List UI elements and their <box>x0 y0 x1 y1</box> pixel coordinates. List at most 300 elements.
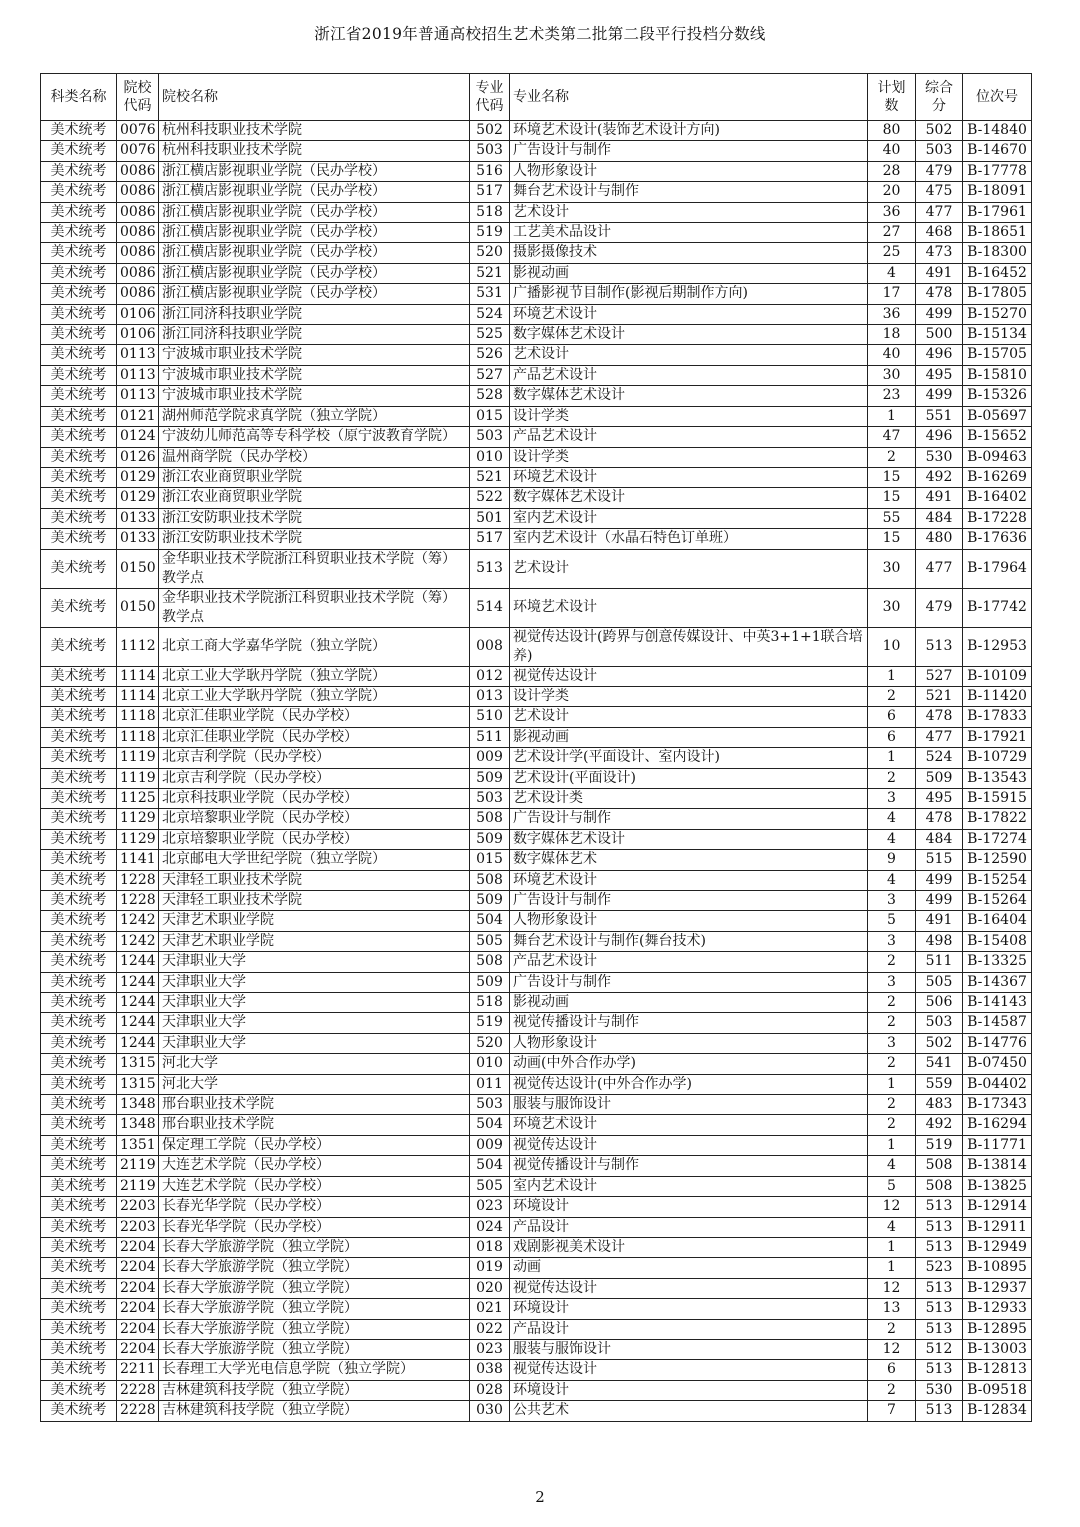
cell-plan-count: 30 <box>868 365 916 385</box>
table-row <box>41 1278 1032 1298</box>
cell-major-code: 009 <box>470 1135 510 1155</box>
table-row <box>41 1033 1032 1053</box>
cell-major-code: 517 <box>470 529 510 549</box>
cell-major-name: 视觉传达设计(跨界与创意传媒设计、中英3+1+1联合培养) <box>510 627 868 666</box>
table-row <box>41 1237 1032 1257</box>
cell-total-score: 495 <box>916 365 963 385</box>
cell-school-code: 1315 <box>117 1054 159 1074</box>
cell-plan-count: 4 <box>868 1156 916 1176</box>
cell-school-code: 0086 <box>117 243 159 263</box>
cell-school-name: 浙江横店影视职业学院（民办学校） <box>159 182 470 202</box>
cell-plan-count: 36 <box>868 304 916 324</box>
table-row <box>41 386 1032 406</box>
table-row <box>41 952 1032 972</box>
cell-total-score: 478 <box>916 284 963 304</box>
cell-school-name: 天津职业大学 <box>159 1033 470 1053</box>
cell-rank-number: B-14587 <box>963 1013 1032 1033</box>
table-row <box>41 686 1032 706</box>
cell-plan-count: 30 <box>868 588 916 627</box>
cell-category: 美术统考 <box>41 121 117 141</box>
cell-category: 美术统考 <box>41 263 117 283</box>
cell-major-name: 艺术设计 <box>510 202 868 222</box>
cell-total-score: 499 <box>916 870 963 890</box>
cell-rank-number: B-15254 <box>963 870 1032 890</box>
cell-plan-count: 2 <box>868 1319 916 1339</box>
cell-school-code: 1244 <box>117 972 159 992</box>
table-row <box>41 223 1032 243</box>
cell-category: 美术统考 <box>41 406 117 426</box>
cell-total-score: 468 <box>916 223 963 243</box>
cell-school-code: 0129 <box>117 488 159 508</box>
cell-category: 美术统考 <box>41 1319 117 1339</box>
table-row <box>41 141 1032 161</box>
cell-school-name: 天津艺术职业学院 <box>159 911 470 931</box>
cell-major-name: 视觉传达设计 <box>510 1278 868 1298</box>
table-row <box>41 467 1032 487</box>
cell-school-code: 0150 <box>117 588 159 627</box>
cell-major-name: 数字媒体艺术设计 <box>510 386 868 406</box>
cell-school-code: 1125 <box>117 788 159 808</box>
cell-plan-count: 3 <box>868 891 916 911</box>
cell-rank-number: B-18651 <box>963 223 1032 243</box>
cell-major-code: 513 <box>470 549 510 588</box>
cell-major-name: 广告设计与制作 <box>510 809 868 829</box>
cell-major-name: 视觉传达设计 <box>510 1360 868 1380</box>
cell-major-name: 动画(中外合作办学) <box>510 1054 868 1074</box>
cell-school-code: 1129 <box>117 829 159 849</box>
cell-school-name: 浙江农业商贸职业学院 <box>159 467 470 487</box>
cell-major-code: 038 <box>470 1360 510 1380</box>
cell-plan-count: 27 <box>868 223 916 243</box>
cell-school-name: 大连艺术学院（民办学校） <box>159 1176 470 1196</box>
header-major-code: 专业代码 <box>470 74 510 121</box>
cell-major-name: 摄影摄像技术 <box>510 243 868 263</box>
cell-total-score: 513 <box>916 1237 963 1257</box>
cell-total-score: 527 <box>916 666 963 686</box>
cell-rank-number: B-14840 <box>963 121 1032 141</box>
cell-rank-number: B-16452 <box>963 263 1032 283</box>
cell-school-code: 0086 <box>117 202 159 222</box>
cell-major-code: 518 <box>470 202 510 222</box>
cell-rank-number: B-14670 <box>963 141 1032 161</box>
cell-school-code: 1118 <box>117 727 159 747</box>
cell-category: 美术统考 <box>41 768 117 788</box>
cell-school-code: 0129 <box>117 467 159 487</box>
cell-plan-count: 2 <box>868 1380 916 1400</box>
cell-plan-count: 4 <box>868 870 916 890</box>
cell-rank-number: B-15134 <box>963 325 1032 345</box>
cell-category: 美术统考 <box>41 1217 117 1237</box>
cell-rank-number: B-18300 <box>963 243 1032 263</box>
cell-major-name: 环境艺术设计(装饰艺术设计方向) <box>510 121 868 141</box>
cell-school-name: 长春大学旅游学院（独立学院） <box>159 1339 470 1359</box>
cell-rank-number: B-15915 <box>963 788 1032 808</box>
cell-total-score: 491 <box>916 488 963 508</box>
cell-school-name: 长春光华学院（民办学校） <box>159 1217 470 1237</box>
cell-category: 美术统考 <box>41 891 117 911</box>
cell-major-code: 019 <box>470 1258 510 1278</box>
cell-major-code: 521 <box>470 263 510 283</box>
cell-school-code: 0126 <box>117 447 159 467</box>
cell-school-code: 1112 <box>117 627 159 666</box>
cell-school-name: 吉林建筑科技学院（独立学院） <box>159 1380 470 1400</box>
cell-category: 美术统考 <box>41 1176 117 1196</box>
cell-school-name: 杭州科技职业技术学院 <box>159 121 470 141</box>
cell-plan-count: 40 <box>868 345 916 365</box>
table-row <box>41 121 1032 141</box>
cell-school-name: 浙江横店影视职业学院（民办学校） <box>159 161 470 181</box>
cell-rank-number: B-10109 <box>963 666 1032 686</box>
header-category: 科类名称 <box>41 74 117 121</box>
cell-school-name: 天津轻工职业技术学院 <box>159 891 470 911</box>
cell-school-code: 0086 <box>117 284 159 304</box>
table-row <box>41 1095 1032 1115</box>
cell-major-code: 024 <box>470 1217 510 1237</box>
cell-rank-number: B-15810 <box>963 365 1032 385</box>
table-row <box>41 829 1032 849</box>
cell-plan-count: 9 <box>868 850 916 870</box>
cell-category: 美术统考 <box>41 1095 117 1115</box>
cell-school-code: 2204 <box>117 1258 159 1278</box>
cell-total-score: 521 <box>916 686 963 706</box>
cell-rank-number: B-12937 <box>963 1278 1032 1298</box>
cell-rank-number: B-12953 <box>963 627 1032 666</box>
cell-major-name: 数字媒体艺术 <box>510 850 868 870</box>
cell-major-name: 艺术设计 <box>510 707 868 727</box>
cell-major-name: 公共艺术 <box>510 1401 868 1421</box>
cell-major-code: 015 <box>470 850 510 870</box>
cell-school-code: 0106 <box>117 325 159 345</box>
cell-plan-count: 1 <box>868 1135 916 1155</box>
cell-plan-count: 4 <box>868 263 916 283</box>
cell-major-name: 舞台艺术设计与制作(舞台技术) <box>510 931 868 951</box>
table-row <box>41 1360 1032 1380</box>
table-row <box>41 993 1032 1013</box>
admission-score-table <box>40 73 1032 1422</box>
cell-school-code: 1244 <box>117 1013 159 1033</box>
cell-rank-number: B-14367 <box>963 972 1032 992</box>
cell-school-name: 天津艺术职业学院 <box>159 931 470 951</box>
table-row <box>41 1319 1032 1339</box>
cell-total-score: 499 <box>916 891 963 911</box>
table-row <box>41 809 1032 829</box>
cell-school-code: 0086 <box>117 161 159 181</box>
cell-category: 美术统考 <box>41 748 117 768</box>
cell-major-code: 510 <box>470 707 510 727</box>
cell-total-score: 477 <box>916 549 963 588</box>
cell-category: 美术统考 <box>41 304 117 324</box>
cell-rank-number: B-11771 <box>963 1135 1032 1155</box>
cell-category: 美术统考 <box>41 627 117 666</box>
cell-major-name: 动画 <box>510 1258 868 1278</box>
cell-major-name: 服装与服饰设计 <box>510 1095 868 1115</box>
cell-plan-count: 18 <box>868 325 916 345</box>
cell-category: 美术统考 <box>41 549 117 588</box>
cell-category: 美术统考 <box>41 1135 117 1155</box>
cell-school-name: 浙江横店影视职业学院（民办学校） <box>159 284 470 304</box>
cell-rank-number: B-12911 <box>963 1217 1032 1237</box>
cell-category: 美术统考 <box>41 727 117 747</box>
cell-major-code: 015 <box>470 406 510 426</box>
cell-plan-count: 2 <box>868 993 916 1013</box>
cell-major-name: 艺术设计 <box>510 345 868 365</box>
cell-school-code: 1315 <box>117 1074 159 1094</box>
cell-total-score: 484 <box>916 508 963 528</box>
cell-total-score: 505 <box>916 972 963 992</box>
cell-category: 美术统考 <box>41 850 117 870</box>
table-row <box>41 406 1032 426</box>
cell-rank-number: B-16269 <box>963 467 1032 487</box>
cell-category: 美术统考 <box>41 284 117 304</box>
cell-total-score: 479 <box>916 588 963 627</box>
cell-major-code: 505 <box>470 931 510 951</box>
cell-school-code: 1119 <box>117 748 159 768</box>
cell-school-name: 浙江横店影视职业学院（民办学校） <box>159 263 470 283</box>
cell-major-name: 艺术设计类 <box>510 788 868 808</box>
cell-school-code: 0113 <box>117 345 159 365</box>
table-row <box>41 1156 1032 1176</box>
cell-major-code: 531 <box>470 284 510 304</box>
cell-rank-number: B-14776 <box>963 1033 1032 1053</box>
cell-major-code: 508 <box>470 809 510 829</box>
cell-plan-count: 1 <box>868 1258 916 1278</box>
cell-school-name: 邢台职业技术学院 <box>159 1115 470 1135</box>
cell-total-score: 500 <box>916 325 963 345</box>
cell-rank-number: B-15408 <box>963 931 1032 951</box>
cell-major-name: 数字媒体艺术设计 <box>510 325 868 345</box>
cell-major-name: 数字媒体艺术设计 <box>510 829 868 849</box>
cell-total-score: 495 <box>916 788 963 808</box>
cell-major-name: 广告设计与制作 <box>510 972 868 992</box>
cell-rank-number: B-12933 <box>963 1299 1032 1319</box>
cell-major-code: 028 <box>470 1380 510 1400</box>
cell-major-code: 517 <box>470 182 510 202</box>
cell-rank-number: B-15264 <box>963 891 1032 911</box>
cell-plan-count: 23 <box>868 386 916 406</box>
cell-category: 美术统考 <box>41 809 117 829</box>
cell-category: 美术统考 <box>41 1156 117 1176</box>
cell-school-name: 天津轻工职业技术学院 <box>159 870 470 890</box>
cell-total-score: 483 <box>916 1095 963 1115</box>
cell-rank-number: B-17833 <box>963 707 1032 727</box>
cell-major-code: 503 <box>470 427 510 447</box>
cell-rank-number: B-13825 <box>963 1176 1032 1196</box>
cell-category: 美术统考 <box>41 931 117 951</box>
cell-category: 美术统考 <box>41 707 117 727</box>
cell-school-name: 长春大学旅游学院（独立学院） <box>159 1278 470 1298</box>
cell-plan-count: 3 <box>868 788 916 808</box>
cell-rank-number: B-10895 <box>963 1258 1032 1278</box>
table-row <box>41 627 1032 666</box>
cell-major-code: 528 <box>470 386 510 406</box>
cell-major-code: 023 <box>470 1197 510 1217</box>
cell-major-code: 012 <box>470 666 510 686</box>
cell-rank-number: B-15270 <box>963 304 1032 324</box>
cell-plan-count: 17 <box>868 284 916 304</box>
cell-category: 美术统考 <box>41 1197 117 1217</box>
cell-rank-number: B-17778 <box>963 161 1032 181</box>
cell-plan-count: 6 <box>868 727 916 747</box>
cell-school-code: 1242 <box>117 911 159 931</box>
cell-rank-number: B-15326 <box>963 386 1032 406</box>
cell-school-name: 浙江安防职业技术学院 <box>159 508 470 528</box>
cell-plan-count: 1 <box>868 1074 916 1094</box>
header-plan-count: 计划数 <box>868 74 916 121</box>
header-major-name: 专业名称 <box>510 74 868 121</box>
table-header-row <box>41 74 1032 121</box>
cell-total-score: 492 <box>916 467 963 487</box>
cell-rank-number: B-17964 <box>963 549 1032 588</box>
cell-major-code: 504 <box>470 911 510 931</box>
cell-rank-number: B-17636 <box>963 529 1032 549</box>
cell-major-code: 008 <box>470 627 510 666</box>
table-row <box>41 707 1032 727</box>
cell-major-name: 环境艺术设计 <box>510 467 868 487</box>
cell-category: 美术统考 <box>41 427 117 447</box>
cell-school-name: 大连艺术学院（民办学校） <box>159 1156 470 1176</box>
cell-rank-number: B-12813 <box>963 1360 1032 1380</box>
cell-school-name: 浙江横店影视职业学院（民办学校） <box>159 243 470 263</box>
table-row <box>41 1115 1032 1135</box>
cell-category: 美术统考 <box>41 243 117 263</box>
cell-rank-number: B-17822 <box>963 809 1032 829</box>
cell-school-name: 北京汇佳职业学院（民办学校） <box>159 707 470 727</box>
cell-total-score: 499 <box>916 386 963 406</box>
cell-total-score: 491 <box>916 911 963 931</box>
table-row <box>41 345 1032 365</box>
table-row <box>41 727 1032 747</box>
cell-school-name: 浙江同济科技职业学院 <box>159 304 470 324</box>
cell-total-score: 475 <box>916 182 963 202</box>
cell-major-name: 设计学类 <box>510 686 868 706</box>
cell-major-code: 503 <box>470 1095 510 1115</box>
cell-school-code: 1348 <box>117 1095 159 1115</box>
cell-school-code: 0113 <box>117 386 159 406</box>
cell-category: 美术统考 <box>41 161 117 181</box>
cell-total-score: 473 <box>916 243 963 263</box>
cell-school-code: 2204 <box>117 1278 159 1298</box>
cell-total-score: 478 <box>916 707 963 727</box>
cell-total-score: 530 <box>916 1380 963 1400</box>
cell-total-score: 509 <box>916 768 963 788</box>
cell-plan-count: 3 <box>868 1033 916 1053</box>
cell-plan-count: 30 <box>868 549 916 588</box>
cell-school-name: 宁波幼儿师范高等专科学校（原宁波教育学院） <box>159 427 470 447</box>
cell-major-name: 环境艺术设计 <box>510 304 868 324</box>
cell-rank-number: B-17343 <box>963 1095 1032 1115</box>
cell-school-code: 2211 <box>117 1360 159 1380</box>
cell-school-name: 长春大学旅游学院（独立学院） <box>159 1299 470 1319</box>
cell-category: 美术统考 <box>41 1033 117 1053</box>
cell-total-score: 515 <box>916 850 963 870</box>
cell-major-name: 艺术设计学(平面设计、室内设计) <box>510 748 868 768</box>
cell-school-name: 长春光华学院（民办学校） <box>159 1197 470 1217</box>
table-row <box>41 243 1032 263</box>
cell-school-code: 2203 <box>117 1217 159 1237</box>
cell-total-score: 496 <box>916 345 963 365</box>
cell-major-code: 030 <box>470 1401 510 1421</box>
cell-total-score: 477 <box>916 727 963 747</box>
cell-school-name: 北京汇佳职业学院（民办学校） <box>159 727 470 747</box>
cell-major-name: 数字媒体艺术设计 <box>510 488 868 508</box>
cell-major-name: 视觉传播设计与制作 <box>510 1156 868 1176</box>
table-row <box>41 931 1032 951</box>
cell-school-code: 2204 <box>117 1299 159 1319</box>
cell-total-score: 502 <box>916 1033 963 1053</box>
cell-rank-number: B-14143 <box>963 993 1032 1013</box>
cell-major-name: 影视动画 <box>510 727 868 747</box>
cell-school-name: 长春理工大学光电信息学院（独立学院） <box>159 1360 470 1380</box>
cell-rank-number: B-17805 <box>963 284 1032 304</box>
cell-school-code: 2204 <box>117 1319 159 1339</box>
cell-category: 美术统考 <box>41 1401 117 1421</box>
cell-rank-number: B-13814 <box>963 1156 1032 1176</box>
cell-major-code: 521 <box>470 467 510 487</box>
cell-school-name: 天津职业大学 <box>159 1013 470 1033</box>
cell-school-code: 0113 <box>117 365 159 385</box>
cell-category: 美术统考 <box>41 223 117 243</box>
cell-plan-count: 2 <box>868 447 916 467</box>
table-row <box>41 1013 1032 1033</box>
cell-rank-number: B-13325 <box>963 952 1032 972</box>
cell-rank-number: B-16404 <box>963 911 1032 931</box>
cell-major-name: 室内艺术设计 <box>510 508 868 528</box>
cell-major-code: 504 <box>470 1115 510 1135</box>
cell-major-code: 526 <box>470 345 510 365</box>
cell-category: 美术统考 <box>41 1299 117 1319</box>
cell-school-code: 1114 <box>117 666 159 686</box>
cell-plan-count: 2 <box>868 1095 916 1115</box>
cell-school-code: 1242 <box>117 931 159 951</box>
cell-major-name: 环境设计 <box>510 1380 868 1400</box>
table-row <box>41 1339 1032 1359</box>
cell-total-score: 503 <box>916 141 963 161</box>
cell-school-name: 河北大学 <box>159 1054 470 1074</box>
cell-major-code: 509 <box>470 768 510 788</box>
cell-school-name: 浙江横店影视职业学院（民办学校） <box>159 223 470 243</box>
cell-rank-number: B-09463 <box>963 447 1032 467</box>
cell-school-name: 天津职业大学 <box>159 972 470 992</box>
cell-category: 美术统考 <box>41 1054 117 1074</box>
cell-major-code: 021 <box>470 1299 510 1319</box>
cell-rank-number: B-15705 <box>963 345 1032 365</box>
cell-category: 美术统考 <box>41 529 117 549</box>
cell-total-score: 513 <box>916 1360 963 1380</box>
cell-major-name: 产品设计 <box>510 1217 868 1237</box>
cell-total-score: 524 <box>916 748 963 768</box>
cell-plan-count: 4 <box>868 809 916 829</box>
cell-school-name: 北京吉利学院（民办学校） <box>159 768 470 788</box>
cell-major-name: 广告设计与制作 <box>510 141 868 161</box>
cell-rank-number: B-12834 <box>963 1401 1032 1421</box>
cell-school-name: 金华职业技术学院浙江科贸职业技术学院（筹）教学点 <box>159 549 470 588</box>
cell-plan-count: 1 <box>868 666 916 686</box>
cell-major-code: 508 <box>470 870 510 890</box>
cell-major-code: 009 <box>470 748 510 768</box>
cell-plan-count: 2 <box>868 1054 916 1074</box>
cell-school-code: 0106 <box>117 304 159 324</box>
cell-plan-count: 40 <box>868 141 916 161</box>
cell-plan-count: 80 <box>868 121 916 141</box>
cell-school-name: 宁波城市职业技术学院 <box>159 365 470 385</box>
table-row <box>41 972 1032 992</box>
cell-plan-count: 55 <box>868 508 916 528</box>
cell-rank-number: B-05697 <box>963 406 1032 426</box>
table-row <box>41 1299 1032 1319</box>
cell-total-score: 513 <box>916 1197 963 1217</box>
table-row <box>41 488 1032 508</box>
cell-rank-number: B-11420 <box>963 686 1032 706</box>
